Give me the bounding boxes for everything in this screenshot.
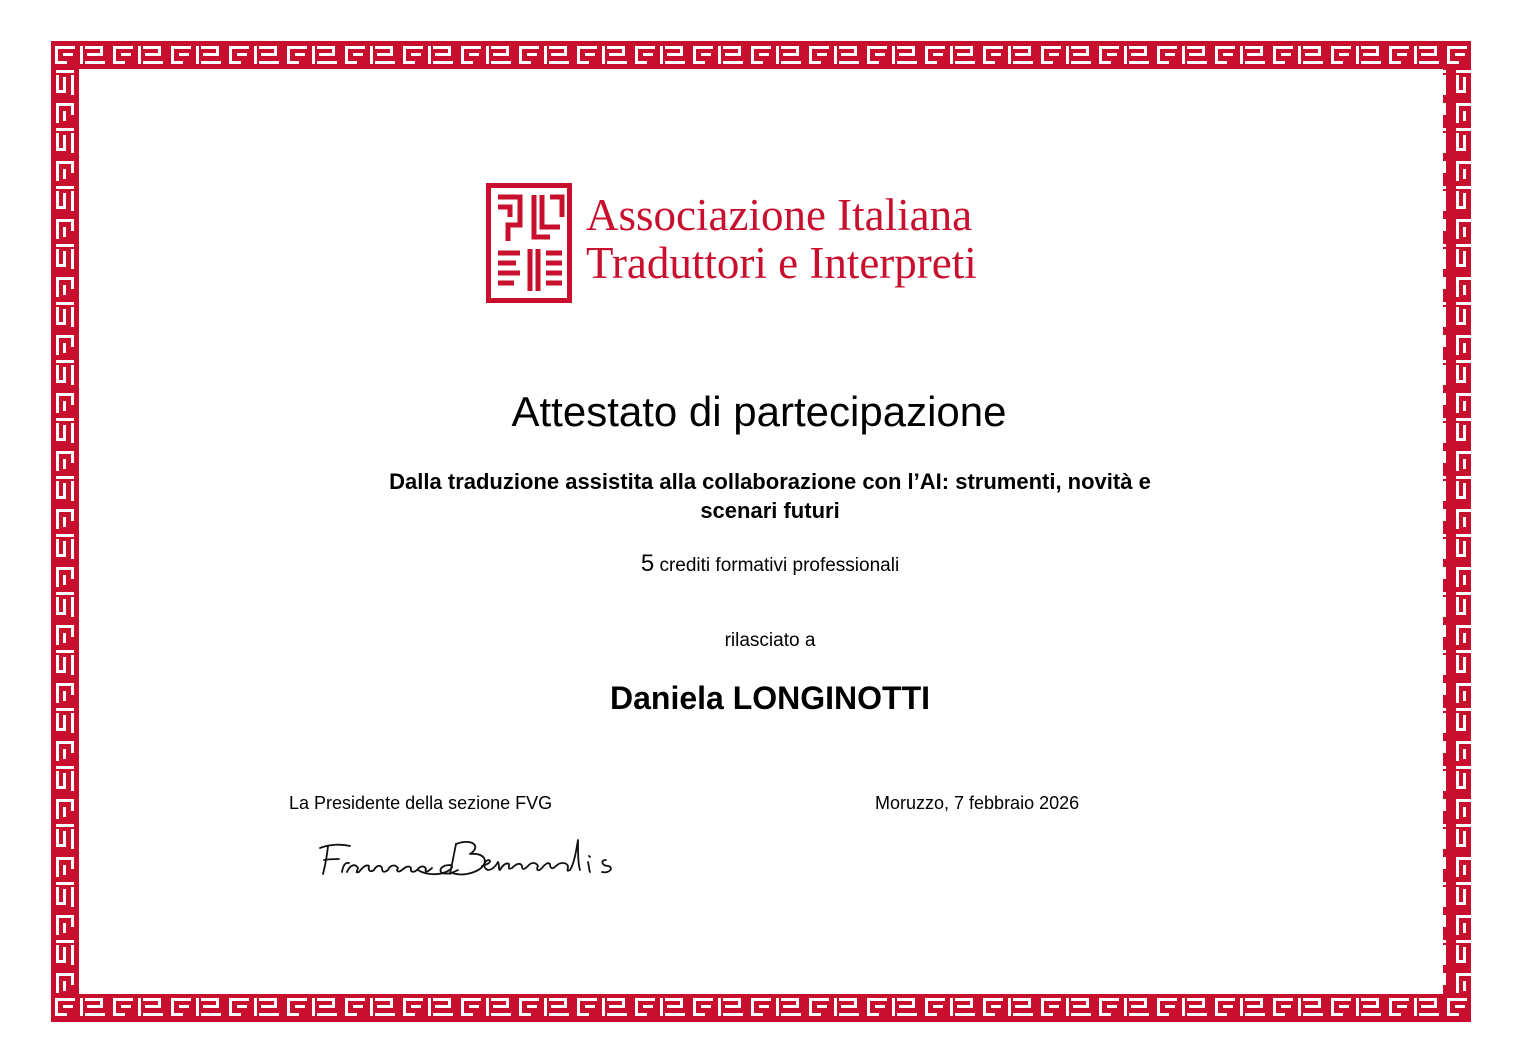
organization-name-line2: Traduttori e Interpreti (586, 238, 977, 288)
handwritten-signature (312, 832, 624, 892)
credits-line (0, 550, 1518, 580)
organization-name-line1: Associazione Italiana (586, 190, 973, 240)
signatory-role: La Presidente della sezione FVG (289, 793, 553, 813)
credits-number: 5 (640, 550, 655, 577)
aiti-logo-mark-icon (486, 183, 572, 303)
course-title-line1: Dalla traduzione assistita alla collaborazione con l’AI: strumenti, novità e (389, 469, 1151, 494)
issued-to-label: rilasciato a (724, 630, 816, 651)
recipient-name: Daniela LONGINOTTI (609, 680, 931, 716)
association-logo (486, 183, 1076, 305)
organization-name (586, 191, 977, 287)
course-title (320, 467, 1220, 525)
credits-label: crediti formativi professionali (659, 555, 900, 576)
place-and-date: Moruzzo, 7 febbraio 2026 (875, 793, 1080, 813)
course-title-line2: scenari futuri (700, 498, 840, 523)
certificate-title: Attestato di partecipazione (511, 388, 1007, 435)
